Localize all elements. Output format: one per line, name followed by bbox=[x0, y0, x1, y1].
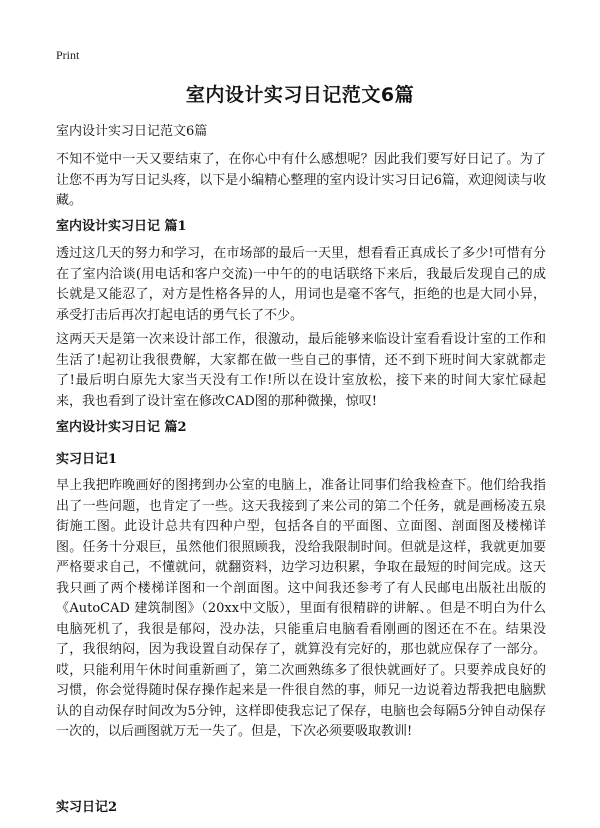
page-title: 室内设计实习日记范文6篇 bbox=[185, 84, 415, 106]
intro-paragraph: 不知不觉中一天又要结束了，在你心中有什么感想呢？因此我们要写好日记了。为了让您不再为写日记头疼，以下是小编精心整理的室内设计实习日记6篇，欢迎阅读与收藏。 bbox=[56, 152, 546, 208]
diary1-heading: 实习日记1 bbox=[56, 452, 118, 467]
document-subtitle: 室内设计实习日记范文6篇 bbox=[56, 124, 208, 139]
part1-paragraph-1: 透过这几天的努力和学习，在市场部的最后一天里，想看看正真成长了多少!可惜有分在了室内洽谈(用电话和客户交流)一中午的的电话联络下来后，我最后发现自己的成长就是又能忍了，对方是性格各异的人，用词也是毫不客气，拒绝的也是大同小异，承受打击后再次打起电话的勇气长了不少。 bbox=[56, 246, 546, 323]
section-heading-part2: 室内设计实习日记 篇2 bbox=[56, 420, 187, 435]
part1-paragraph-2: 这两天天是第一次来设计部工作，很激动，最后能够来临设计室看看设计室的工作和生活了!起初让我很费解，大家都在做一些自己的事情，还不到下班时间大家就都走了!最后明白原先大家当天没有工作!所以在设计室放松，接下来的时间大家忙碌起来，我也看到了设计室在修改CAD图的那种微操，惊叹! bbox=[56, 332, 546, 409]
diary2-heading: 实习日记2 bbox=[56, 800, 118, 815]
section-heading-part1: 室内设计实习日记 篇1 bbox=[56, 219, 187, 234]
print-link[interactable]: Print bbox=[56, 48, 80, 62]
diary1-paragraph: 早上我把昨晚画好的图拷到办公室的电脑上，准备让同事们给我检查下。他们给我指出了一些问题，也肯定了一些。这天我接到了来公司的第二个任务，就是画杨凌五泉街施工图。此设计总共有四种户型，包括各自的平面图、立面图、剖面图及楼梯详图。任务十分艰巨，虽然他们很照顾我，没给我限制时间。但就是这样，我就更加要严格要求自己，不懂就问，就翻资料，边学习边积累，争取在最短的时间完成。这天我只画了两个楼梯详图和一个剖面图。这中间我还参考了有人民邮电出版社出版的《AutoCAD 建筑制图》（20xx中文版），里面有很精辟的讲解、。但是不明白为什么电脑死机了，我很是郁闷，没办法，只能重启电脑看看刚画的图还在不在。结果没了，我很纳闷，因为我设置自动保存了，就算没有完好的，那也就应保存了一部分。哎，只能利用午休时间重新画了，第二次画熟练多了很快就画好了。只要养成良好的习惯，你会觉得随时保存操作起来是一件很自然的事，师兄一边说着边帮我把电脑默认的自动保存时间改为5分钟，这样即使我忘记了保存，电脑也会每隔5分钟自动保存一次的，以后画图就万无一失了。但是，下次必须要吸取教训! bbox=[56, 478, 546, 739]
